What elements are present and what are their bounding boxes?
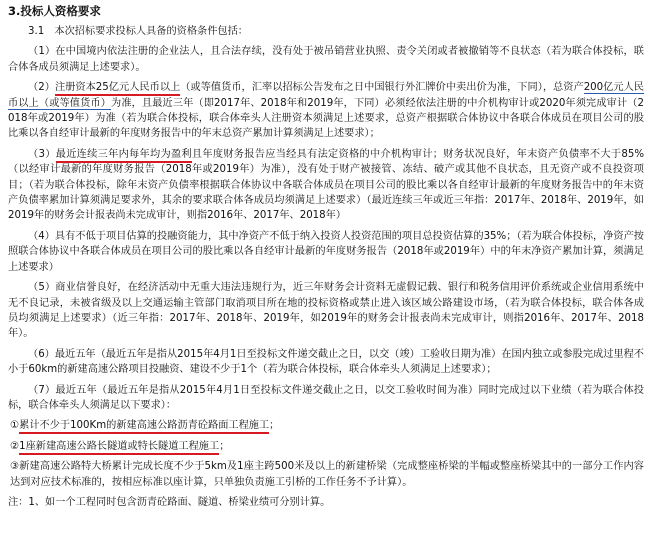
- performance-item-2: [8, 439, 644, 454]
- performance-item-1: [8, 418, 644, 433]
- requirement-5: （5）商业信誉良好，在经济活动中无重大违法违规行为，近三年财务会计资料无虚假记载、银行和税务信用评价系统或企业信用系统中无不良记录，未被省级及以上交通运输主管部门取消项目所在地的投标资格或禁止进入该区域公路建设市场，（若为联合体投标，联合体各成员均须满足上述要求）（近三年指：2017年、2018年、2019年，如2019年的财务会计报表尚未完成审计，则指2016年、2017年、2018年）。: [8, 282, 644, 340]
- requirement-3-prefix: （3）: [28, 148, 56, 160]
- item-1-end: ；: [269, 420, 280, 432]
- requirement-6: （6）最近五年（最近五年是指从2015年4月1日至投标文件递交截止之日，以交（竣）工验收日期为准）在国内独立或参股完成过里程不小于60km的新建高速公路项目投融资、建设不少于1个（若为联合体投标，联合体牵头人须满足上述要求）；: [8, 348, 644, 376]
- registered-capital-highlight: 注册资本25亿元人民币以上: [55, 82, 180, 96]
- requirement-2-middle: （或等值货币，汇率以招标公告发布之日中国银行外汇牌价中卖出价为准，下同），总资产: [180, 82, 584, 94]
- requirement-3-rest: 且年度财务报告应当经具有法定资格的中介机构审计；财务状况良好，年末资产负债率不大于85%（以经审计最新的年度财务报告（2018年或2019年）为准），没有处于财产被接管、冻结、破产或其他不良状态，且无资产或不良投资项目；（若为联合体投标，除年末资产负债率根据联合体协议中各联合体成员在项目公司的股比乘以各自经审计最新的年度财务报告中的年末资产负债率累加计算须满足要求外，其余的要求联合体各成员均须满足上述要求）（最近连续三年或近三年指：2017年、2018年、2019年，如2019年的财务会计报表尚未完成审计，则指2016年、2017年、2018年）: [8, 148, 644, 222]
- tunnel-experience-highlight: 1座新建高速公路长隧道或特长隧道工程施工: [19, 441, 219, 455]
- requirement-1: （1）在中国境内依法注册的企业法人，且合法存续，没有处于被吊销营业执照、责令关闭或者被撤销等不良状态（若为联合体投标，联合体各成员须满足上述要求）。: [8, 46, 644, 73]
- clause-3-1: 3.1 本次招标要求投标人具备的资格条件包括：: [28, 26, 248, 37]
- profitability-highlight: 最近连续三年内每年均为盈利: [56, 149, 192, 163]
- total-assets-highlight: 200亿元人民币以上（或等值货币）: [8, 82, 644, 109]
- requirement-4: （4）具有不低于项目估算的投融资能力，其中净资产不低于纳入投资人投资范围的项目总投资估算的35%；（若为联合体投标，净资产按照联合体协议中各联合体成员在项目公司的股比乘以各自经审计最新的年度财务报告（2018年或2019年）中的年末净资产累加计算，须满足上述要求）: [8, 230, 644, 273]
- pavement-experience-highlight: 累计不少于100Km的新建高速公路沥青砼路面工程施工: [19, 420, 269, 434]
- item-1-marker: ①: [10, 420, 20, 432]
- requirement-7: （7）最近五年（最近五年是指从2015年4月1日至投标文件递交截止之日，以交工验收时间为准）同时完成过以下业绩（若为联合体投标，联合体牵头人须满足以下要求）：: [8, 384, 644, 411]
- requirement-2-rest: 为准，且最近三年（即2017年、2018年和2019年，下同）必须经依法注册的中介机构审计或2020年须完成审计（2018年或2019年）为准（若为联合体投标，联合体牵头人注册资本须满足上述要求，总资产根据联合体协议中各联合体成员在项目公司的股比乘以各自经审计最新的年度财务报告中的年末总资产累加计算须满足上述要求）；: [8, 97, 644, 140]
- requirement-2: [8, 80, 644, 142]
- performance-item-3: ③新建高速公路特大桥累计完成长度不少于5km及1座主跨500米及以上的新建桥梁（完成整座桥梁的半幅或整座桥梁其中的一部分工作内容达到对应技术标准的，按相应标准以座计算，只单独负责施工引桥的工作任务不予计算）。: [10, 461, 644, 488]
- footnote: 注：1、如一个工程同时包含沥青砼路面、隧道、桥梁业绩可分别计算。: [8, 496, 331, 508]
- item-2-marker: ②: [10, 440, 20, 452]
- requirement-3: [8, 147, 644, 224]
- requirement-2-prefix: （2）: [28, 82, 55, 94]
- section-heading: 3.投标人资格要求: [8, 4, 101, 18]
- item-2-end: ；: [219, 440, 230, 452]
